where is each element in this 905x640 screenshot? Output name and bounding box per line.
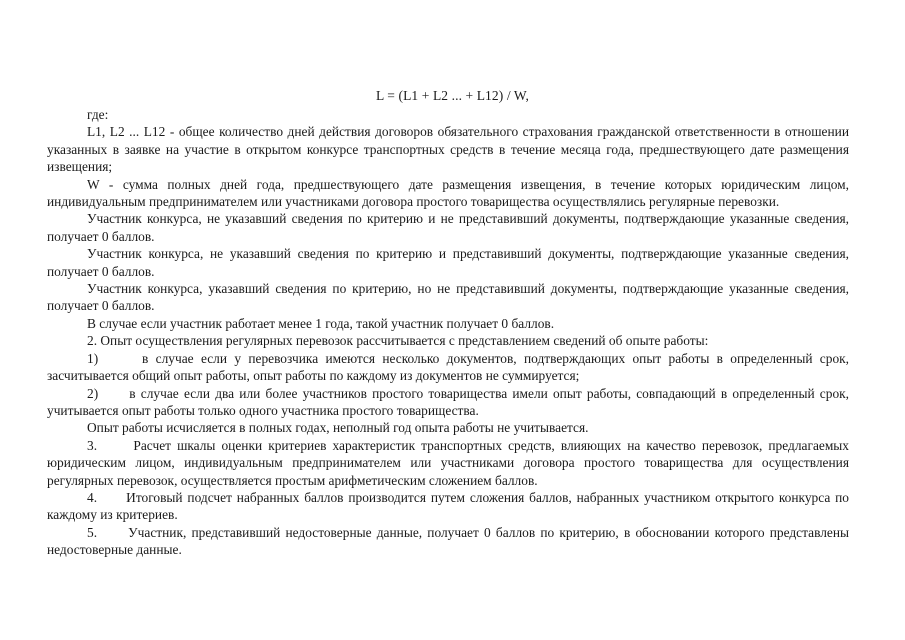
document-body xyxy=(47,106,853,559)
paragraph-rule-3: Участник конкурса, указавший сведения по критерию, но не представивший документы, подтверждающие указанные сведения, получает 0 баллов. xyxy=(47,281,849,314)
paragraph-item-2-2: 2) в случае если два или более участников простого товарищества имели опыт работы, совпадающий в определенный срок, учитывается опыт работы только одного участника простого товарищества. xyxy=(47,385,853,418)
paragraph-item-5: 5. Участник, представивший недостоверные данные, получает 0 баллов по критерию, в обосновании которого представлены недостоверные данные. xyxy=(47,524,853,558)
paragraph-item-2: 2. Опыт осуществления регулярных перевозок рассчитывается с представлением сведений об опыте работы: xyxy=(87,333,709,349)
paragraph-rule-1: Участник конкурса, не указавший сведения по критерию и не представивший документы, подтверждающие указанные сведения, получает 0 баллов. xyxy=(47,211,849,244)
paragraph-item-2-1: 1) в случае если у перевозчика имеются несколько документов, подтверждающих опыт работы в определенный срок, засчитывается общий опыт работы, опыт работы по каждому из документов не суммируется; xyxy=(47,350,853,384)
paragraph-w-definition: W - сумма полных дней года, предшествующего дате размещения извещения, в течение которых юридическим лицом, индивидуальным предпринимателем или участниками договора простого товарищества осуществлялись регулярные перевозки. xyxy=(47,176,849,210)
paragraph-item-4: 4. Итоговый подсчет набранных баллов производится путем сложения баллов, набранных участником открытого конкурса по каждому из критериев. xyxy=(47,489,853,523)
paragraph-experience: Опыт работы исчисляется в полных годах, неполный год опыта работы не учитывается. xyxy=(87,420,589,436)
paragraph-l-definition: L1, L2 ... L12 - общее количество дней действия договоров обязательного страхования гражданской ответственности в отношении указанных в заявке на участие в открытом конкурсе транспортных средств в течение месяца года, предшествующего дате размещения извещения; xyxy=(47,124,849,175)
paragraph-item-3: 3. Расчет шкалы оценки критериев характеристик транспортных средств, влияющих на качество перевозок, предлагаемых юридическим лицом, индивидуальным предпринимателем или участниками договора простого товарищества для осуществления регулярных перевозок, осуществляется простым арифметическим сложением баллов. xyxy=(47,437,853,488)
formula: L = (L1 + L2 ... + L12) / W, xyxy=(375,88,529,103)
paragraph-rule-4: В случае если участник работает менее 1 года, такой участник получает 0 баллов. xyxy=(87,315,555,331)
paragraph-where: где: xyxy=(87,107,109,122)
paragraph-rule-2: Участник конкурса, не указавший сведения по критерию и представивший документы, подтверждающие указанные сведения, получает 0 баллов. xyxy=(47,246,849,279)
